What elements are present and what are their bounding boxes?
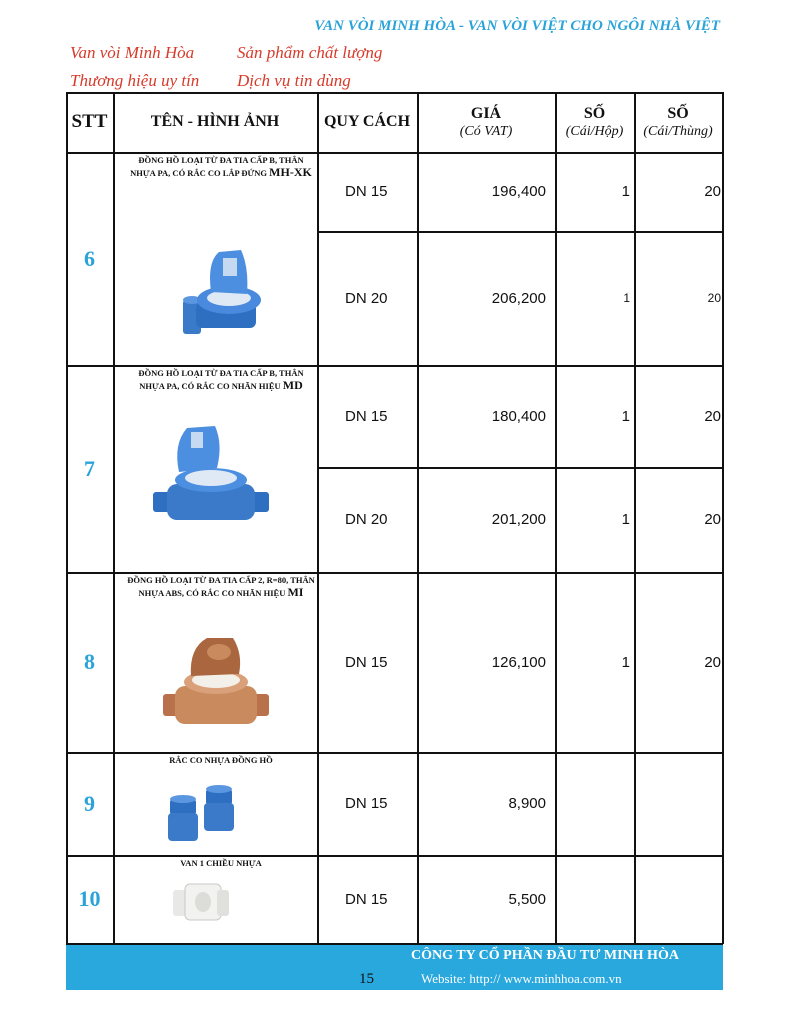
price-10-dn15: 5,500 bbox=[508, 890, 546, 908]
per-crate-6-dn15: 20 bbox=[704, 183, 721, 200]
price-9-dn15: 8,900 bbox=[508, 795, 546, 812]
col-header-spec: QUY CÁCH bbox=[323, 113, 411, 130]
slogan-quality: Sản phẩm chất lượng bbox=[237, 43, 383, 62]
col-header-per-crate: SỐ (Cái/Thùng) bbox=[643, 104, 713, 139]
per-box-8-dn15: 1 bbox=[621, 653, 630, 671]
spec-9-dn15: DN 15 bbox=[345, 795, 388, 812]
price-7-dn20: 201,200 bbox=[491, 511, 546, 528]
stt-10: 10 bbox=[78, 886, 101, 911]
water-meter-blue-md-image bbox=[151, 422, 271, 532]
col-header-name: TÊN - HÌNH ẢNH bbox=[150, 113, 280, 130]
product-name-9: RẮC CO NHỰA ĐỒNG HỒ bbox=[169, 755, 273, 765]
per-crate-6-dn20: 20 bbox=[707, 291, 721, 305]
footer-website: Website: http:// www.minhhoa.com.vn bbox=[421, 971, 622, 986]
footer-company: CÔNG TY CỔ PHẦN ĐẦU TƯ MINH HÒA bbox=[411, 948, 679, 963]
col-header-price: GIÁ (Có VAT) bbox=[459, 104, 513, 139]
spec-7-dn20: DN 20 bbox=[345, 511, 388, 528]
per-crate-7-dn20: 20 bbox=[704, 511, 721, 528]
per-crate-7-dn15: 20 bbox=[704, 407, 721, 425]
per-box-6-dn20: 1 bbox=[623, 291, 630, 305]
stt-7: 7 bbox=[84, 455, 95, 481]
plastic-union-fittings-image bbox=[164, 777, 244, 847]
spec-6-dn15: DN 15 bbox=[345, 183, 388, 200]
per-box-7-dn20: 1 bbox=[621, 511, 630, 528]
per-crate-8-dn15: 20 bbox=[704, 653, 721, 671]
per-box-6-dn15: 1 bbox=[621, 183, 630, 200]
page-number: 15 bbox=[359, 971, 374, 987]
spec-6-dn20: DN 20 bbox=[345, 289, 388, 307]
stt-8: 8 bbox=[84, 649, 95, 674]
plastic-check-valve-image bbox=[171, 880, 231, 925]
slogan-trust: Thương hiệu uy tín bbox=[70, 71, 200, 90]
per-box-7-dn15: 1 bbox=[621, 407, 630, 425]
spec-7-dn15: DN 15 bbox=[345, 407, 388, 425]
stt-9: 9 bbox=[84, 790, 95, 816]
col-header-stt: STT bbox=[71, 111, 108, 132]
slogan-brand: Van vòi Minh Hòa bbox=[70, 43, 195, 62]
header-banner: VAN VÒI MINH HÒA - VAN VÒI VIỆT CHO NGÔI NHÀ VIỆT bbox=[314, 18, 720, 34]
col-header-per-box: SỐ (Cái/Hộp) bbox=[565, 104, 624, 139]
price-7-dn15: 180,400 bbox=[491, 407, 546, 425]
product-name-8: ĐỒNG HỒ LOẠI TỪ ĐA TIA CẤP 2, R=80, THÂN NHỰA ABS, CÓ RẮC CO NHÃN HIỆU MI bbox=[127, 575, 315, 599]
price-6-dn15: 196,400 bbox=[491, 183, 546, 200]
product-name-10: VAN 1 CHIỀU NHỰA bbox=[180, 858, 262, 868]
product-name-7: ĐỒNG HỒ LOẠI TỪ ĐA TIA CẤP B, THÂN NHỰA PA, CÓ RẮC CO NHÃN HIỆU MD bbox=[138, 368, 304, 392]
footer-bar bbox=[66, 945, 723, 990]
spec-8-dn15: DN 15 bbox=[345, 653, 388, 671]
water-meter-blue-vertical-image bbox=[171, 242, 271, 342]
slogan-service: Dịch vụ tin dùng bbox=[237, 71, 351, 90]
price-6-dn20: 206,200 bbox=[491, 289, 546, 307]
product-name-6: ĐỒNG HỒ LOẠI TỪ ĐA TIA CẤP B, THÂN NHỰA PA, CÓ RẮC CO LẮP ĐỨNG MH-XK bbox=[130, 155, 312, 179]
price-table bbox=[66, 92, 723, 944]
stt-6: 6 bbox=[84, 245, 95, 271]
spec-10-dn15: DN 15 bbox=[345, 890, 388, 908]
price-8-dn15: 126,100 bbox=[491, 653, 546, 671]
water-meter-copper-mi-image bbox=[161, 632, 271, 732]
